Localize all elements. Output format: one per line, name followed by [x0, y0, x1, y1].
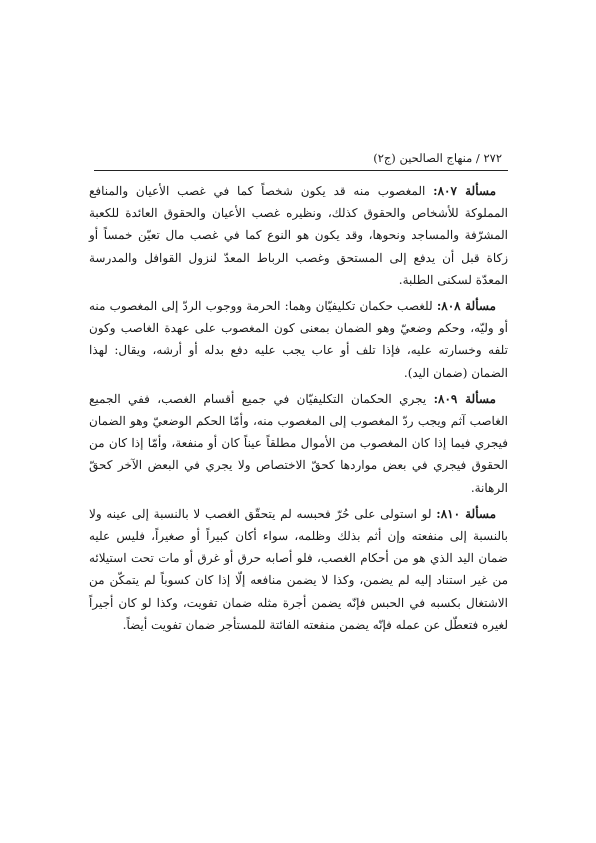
masala-paragraph: [89, 503, 508, 636]
masala-text: لو استولى على حُرّ فحبسه لم يتحقّق الغصب لا بالنسبة إلى عينه ولا بالنسبة إلى منفعته وإن أثم بذلك وظلمه، سواء أكان كبيراً أو صغيراً، فليس عليه ضمان اليد الذي هو من أحكام الغصب، فلو أصابه حرق أو غرق أو مات تحت استيلائه من غير استناد إليه لم يضمن، وكذا لا يضمن منافعه إلّا إذا كان كسوباً لم يتمكّن من الاشتغال بكسبه في الحبس فإنّه يضمن أجرة مثله ضمان تفويت، وكذا لو كان أجيراً لغيره فتعطّل عن عمله فإنّه يضمن منفعته الفائتة للمستأجر ضمان تفويت أيضاً.: [89, 506, 508, 632]
masala-number: مسألة ٨١٠:: [436, 506, 496, 521]
masala-number: مسألة ٨٠٨:: [436, 299, 496, 314]
running-header: ٢٧٢ / منهاج الصالحين (ج٢): [373, 151, 502, 165]
masala-paragraph: [89, 388, 508, 499]
masala-number: مسألة ٨٠٩:: [433, 391, 496, 406]
masala-paragraph: [89, 180, 508, 291]
page-body: [89, 180, 508, 640]
header-divider: [94, 170, 508, 171]
masala-text: للغصب حكمان تكليفيّان وهما: الحرمة ووجوب الردّ إلى المغصوب منه أو وليّه، وحكم وضعيّ وهو الضمان بمعنى كون المغصوب على عهدة الغاصب وكون تلفه وخسارته عليه، فإذا تلف أو عاب يجب عليه دفع بدله أو أرشه، ويقال: لهذا الضمان (ضمان اليد).: [89, 299, 508, 380]
masala-text: يجري الحكمان التكليفيّان في جميع أقسام الغصب، ففي الجميع الغاصب آثم ويجب ردّ المغصوب إلى المغصوب منه، وأمّا الحكم الوضعيّ وهو الضمان فيجري فيما إذا كان المغصوب من الأموال مطلقاً عيناً كان أو منفعة، وأمّا إذا كان من الحقوق فيجري في بعض مواردها كحقّ الاختصاص ولا يجري في البعض الآخر كحقّ الرهانة.: [89, 391, 508, 495]
masala-paragraph: [89, 295, 508, 384]
masala-text: المغصوب منه قد يكون شخصاً كما في غصب الأعيان والمنافع المملوكة للأشخاص والحقوق كذلك، ونظيره غصب الأعيان والحقوق العائدة للكعبة المشرّفة والمساجد ونحوها، وقد يكون هو النوع كما في غصب مال تعيّن خمساً أو زكاة قبل أن يدفع إلى المستحق وغصب الرباط المعدّ لنزول القوافل والمدرسة المعدّة لسكنى الطلبة.: [89, 184, 508, 287]
masala-number: مسألة ٨٠٧:: [433, 184, 496, 198]
